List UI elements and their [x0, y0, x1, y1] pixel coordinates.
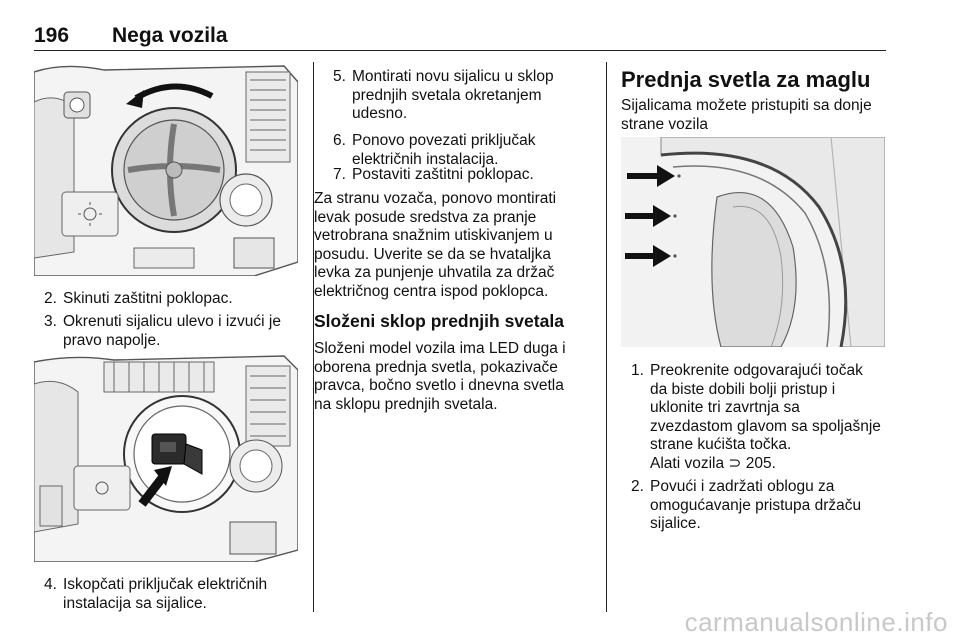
- paragraph-line: Za stranu vozača, ponovo montirati: [314, 190, 557, 207]
- step-text-line: prednjih svetala okretanjem: [352, 86, 542, 104]
- paragraph-line: Sijalicama možete pristupiti sa donje: [621, 97, 872, 114]
- column-divider-1: [313, 62, 314, 612]
- page-number: 196: [34, 24, 70, 47]
- step-text-line: pravo napolje.: [63, 331, 161, 349]
- step-number: 5.: [333, 68, 346, 85]
- step-text-line: električnih instalacija.: [352, 150, 499, 168]
- step-text-line: strane kućišta točka.: [650, 436, 792, 453]
- headlamp-cover-illustration: [34, 62, 298, 276]
- step-text-line: udesno.: [352, 105, 408, 122]
- paragraph-line: pravca, bočno svetlo i dnevna svetla: [314, 377, 564, 394]
- paragraph-line: oborena prednja svetla, pokazivače: [314, 358, 558, 376]
- step-text-line: Povući i zadržati oblogu za: [650, 478, 835, 495]
- header-rule: [34, 50, 886, 51]
- wheel-arch-illustration: [621, 137, 885, 347]
- step-text-line: omogućavanje pristupa držaču: [650, 496, 862, 514]
- step-text-line: uklonite tri zavrtnja sa: [650, 399, 800, 416]
- step-3: [44, 313, 304, 353]
- paragraph-line: strane vozila: [621, 115, 709, 133]
- paragraph-line: levak posude sredstva za pranje: [314, 208, 537, 226]
- bulb-connector-illustration: [34, 354, 298, 562]
- fog-light-intro: [621, 97, 891, 134]
- step-number: 2.: [631, 478, 644, 495]
- tools-reference: [650, 455, 890, 474]
- chapter-title: Nega vozila: [112, 24, 228, 47]
- step-text-line: instalacija sa sijalice.: [63, 594, 207, 612]
- page-header: [34, 24, 886, 52]
- step-number: 3.: [44, 313, 57, 330]
- step-number: 7.: [333, 166, 346, 183]
- step-text-line: Ponovo povezati priključak: [352, 132, 536, 149]
- paragraph-line: Složeni model vozila ima LED duga i: [314, 340, 566, 357]
- paragraph-line: vetrobrana snažnim utiskivanjem u: [314, 227, 553, 244]
- step-text-line: zvezdastom glavom sa spoljašnje: [650, 417, 881, 435]
- step-text-line: sijalice.: [650, 515, 701, 532]
- step-text-line: Okrenuti sijalicu ulevo i izvući je: [63, 313, 281, 330]
- paragraph-line: električnog centra ispod poklopca.: [314, 282, 549, 300]
- tools-label: Alati vozila: [650, 455, 725, 472]
- column-divider-2: [606, 62, 607, 612]
- washer-funnel-paragraph: [314, 190, 604, 301]
- step-number: 2.: [44, 290, 57, 307]
- fog-step-1: [631, 362, 891, 457]
- step-4: [44, 576, 304, 616]
- step-number: 4.: [44, 576, 57, 593]
- paragraph-line: posudu. Uverite se da se hvataljka: [314, 245, 551, 263]
- complex-headlamp-paragraph: [314, 340, 604, 414]
- page-ref-arrow-icon: ⊃: [728, 455, 742, 472]
- paragraph-line: na sklopu prednjih svetala.: [314, 395, 498, 413]
- fog-step-2: [631, 478, 891, 536]
- step-text-line: Montirati novu sijalicu u sklop: [352, 68, 554, 85]
- step-text: Skinuti zaštitni poklopac.: [63, 290, 233, 307]
- step-number: 1.: [631, 362, 644, 379]
- step-text: Postaviti zaštitni poklopac.: [352, 166, 534, 183]
- section-heading: Složeni sklop prednjih svetala: [314, 311, 564, 331]
- tools-page-link[interactable]: 205.: [745, 455, 776, 472]
- watermark: carmanualsonline.info: [684, 607, 948, 637]
- step-text-line: Preokrenite odgovarajući točak: [650, 362, 863, 379]
- step-5: [333, 68, 595, 126]
- step-text-line: da biste dobili bolji pristup i: [650, 380, 836, 398]
- step-number: 6.: [333, 132, 346, 149]
- page-section-title: Prednja svetla za maglu: [621, 67, 871, 92]
- step-text-line: Iskopčati priključak električnih: [63, 576, 268, 593]
- paragraph-line: levka za punjenje uhvatila za držač: [314, 264, 555, 281]
